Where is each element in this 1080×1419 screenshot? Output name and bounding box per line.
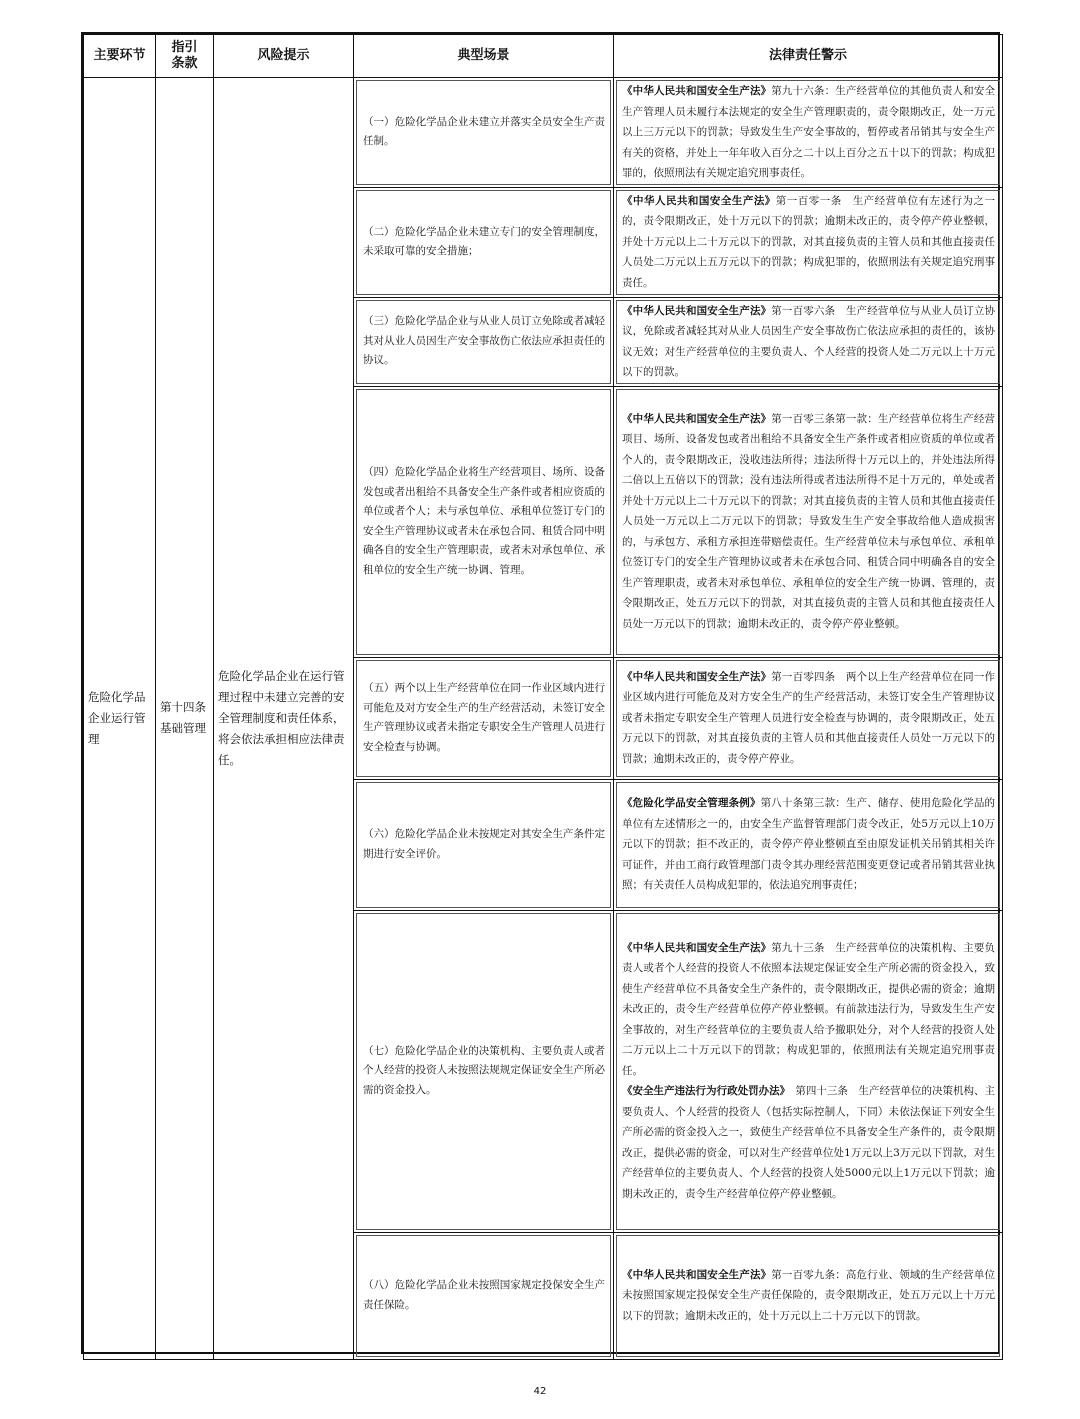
law-text: 第一百零三条第一款：生产经营单位将生产经营项目、场所、设备发包或者出租给不具备安全生产条件或者相应资质的单位或者个人的，责令限期改正，没收违法所得；违法所得十万元以上的，并处违法所得二倍以上五倍以下的罚款；没有违法所得或者违法所得不足十万元的，单处或者并处十万元以上二十万元以下的罚款；对其直接负责的主管人员和其他直接责任人员处一万元以上二万元以下的罚款；导致发生生产安全事故给他人造成损害的，与承包方、承租方承担连带赔偿责任。生产经营单位未与承包单位、承租单位签订专门的安全生产管理协议或者未在承包合同、租赁合同中明确各自的安全生产管理职责，或者未对承包单位、承租单位的安全生产统一协调、管理的，责令限期改正，处五万元以下的罚款，对其直接负责的主管人员和其他直接责任人员处一万元以下的罚款；逾期未改正的，责令停产停业整顿。 [622,412,996,630]
document-table-frame [81,32,1000,1354]
legal-warning-box [616,660,1000,777]
scenario-text: （三）危险化学品企业与从业人员订立免除或者减轻其对从业人员因生产安全事故伤亡依法应承担责任的协议。 [363,315,605,367]
legal-warning-text [622,938,995,1205]
legal-warning-box [616,782,1000,908]
legal-warning-text [622,1265,995,1327]
legal-warning-text [622,81,995,184]
law-name: 《危险化学品安全管理条例》 [622,797,761,810]
stage-cell [84,78,156,1360]
clause-cell [156,78,214,1360]
risk-cell-text: 危险化学品企业在运行管理过程中未建立完善的安全管理制度和责任体系，将会依法承担相应法律责任。 [218,668,345,767]
legal-warning-text [622,409,995,635]
scenario-cell [354,779,614,910]
scenario-text: （二）危险化学品企业未建立专门的安全管理制度，未采取可靠的安全措施； [363,225,605,257]
legal-warning-cell [614,386,1003,657]
law-text: 第九十六条：生产经营单位的其他负责人和安全生产管理人员未履行本法规定的安全生产管理职责的，责令限期改正，处一万元以上三万元以下的罚款；导致发生生产安全事故的，暂停或者吊销其与安全生产有关的资格，并处上一年年收入百分之二十以上百分之五十以下的罚款；构成犯罪的，依照刑法有关规定追究刑事责任。 [622,85,996,179]
law-name: 《中华人民共和国安全生产法》 [622,194,776,207]
table-row [84,78,1003,188]
law-text: 第九十三条 生产经营单位的决策机构、主要负责人或者个人经营的投资人不依照本法规定保证安全生产所必需的资金投入，致使生产经营单位不具备安全生产条件的，责令限期改正，提供必需的资金；逾期未改正的，责令生产经营单位停产停业整顿。有前款违法行为，导致发生生产安全事故的，对生产经营单位的主要负责人给予撤职处分，对个人经营的投资人处二万元以上二十万元以下的罚款；构成犯罪的，依照刑法有关规定追究刑事责任。 [622,941,996,1077]
law-name: 《中华人民共和国安全生产法》 [622,1268,772,1281]
legal-warning-box [616,80,1000,185]
clause-cell-text: 第十四条基础管理 [160,700,206,736]
legal-warning-box [616,1235,1000,1357]
legal-warning-box [616,913,1000,1230]
scenario-box [356,1235,611,1357]
scenario-box [356,80,611,185]
law-name: 《中华人民共和国安全生产法》 [622,941,772,954]
legal-warning-cell [614,779,1003,910]
law-paragraph [622,301,995,383]
table-body [84,78,1003,1360]
law-name: 《中华人民共和国安全生产法》 [622,412,772,425]
legal-warning-cell [614,910,1003,1232]
scenario-box [356,300,611,384]
law-paragraph [622,81,995,184]
scenario-text: （八）危险化学品企业未按照国家规定投保安全生产责任保险。 [363,1279,605,1311]
scenario-text: （一）危险化学品企业未建立并落实全员安全生产责任制。 [363,115,605,148]
scenario-box [356,660,611,777]
page-number: 42 [533,1386,547,1397]
law-name: 《中华人民共和国安全生产法》 [622,304,772,317]
header-clause [156,35,214,78]
scenario-box [356,782,611,908]
law-paragraph [622,667,995,770]
scenario-cell [354,386,614,657]
scenario-cell [354,187,614,297]
scenario-text: （六）危险化学品企业未按规定对其安全生产条件定期进行安全评价。 [363,828,605,860]
legal-warning-cell [614,78,1003,188]
header-law: 法律责任警示 [614,35,1003,78]
header-stage: 主要环节 [84,35,156,78]
law-name: 《中华人民共和国安全生产法》 [622,85,772,97]
legal-warning-cell [614,187,1003,297]
legal-warning-text [622,667,995,770]
table-header-row [84,35,1003,78]
scenario-box [356,389,611,655]
legal-warning-text [622,793,995,896]
law-paragraph [622,409,995,635]
legal-warning-cell [614,297,1003,386]
scenario-text: （五）两个以上生产经营单位在同一作业区域内进行可能危及对方安全生产的生产经营活动，未签订安全生产管理协议或者未指定专职安全生产管理人员进行安全检查与协调。 [363,682,605,753]
header-clause-text: 指引条款 [171,40,198,71]
law-text: 第四十三条 生产经营单位的决策机构、主要负责人、个人经营的投资人（包括实际控制人，下同）未依法保证下列安全生产所必需的资金投入之一，致使生产经营单位不具备安全生产条件的，责令限期改正，提供必需的资金，可以对生产经营单位处1万元以上3万元以下罚款，对生产经营单位的主要负责人、个人经营的投资人处5000元以上1万元以下罚款；逾期未改正的，责令生产经营单位停产停业整顿。 [622,1085,996,1200]
scenario-cell [354,910,614,1232]
header-scene: 典型场景 [354,35,614,78]
law-name: 《中华人民共和国安全生产法》 [622,670,772,683]
legal-warning-box [616,389,1000,655]
law-paragraph [622,191,995,294]
scenario-cell [354,78,614,188]
legal-warning-cell [614,1232,1003,1359]
law-text: 第八十条第三款：生产、储存、使用危险化学品的单位有左述情形之一的，由安全生产监督管理部门责令改正，处5万元以上10万元以下的罚款；拒不改正的，责令停产停业整顿直至由原发证机关吊销其相关许可证件，并由工商行政管理部门责令其办理经营范围变更登记或者吊销其营业执照；有关责任人员构成犯罪的，依法追究刑事责任； [622,797,996,892]
risk-cell [214,78,354,1360]
law-paragraph [622,1265,995,1327]
scenario-text: （七）危险化学品企业的决策机构、主要负责人或者个人经营的投资人未按照法规规定保证安全生产所必需的资金投入。 [363,1044,605,1096]
legal-warning-text [622,301,995,383]
legal-warning-box [616,190,1000,295]
law-name: 《安全生产违法行为行政处罚办法》 [622,1085,785,1098]
header-risk: 风险提示 [214,35,354,78]
law-text: 第一百零一条 生产经营单位有左述行为之一的，责令限期改正，处十万元以下的罚款；逾期未改正的，责令停产停业整顿，并处十万元以上二十万元以下的罚款，对其直接负责的主管人员和其他直接责任人员处二万元以上五万元以下的罚款；构成犯罪的，依照刑法有关规定追究刑事责任。 [622,194,996,289]
legal-warning-text [622,191,995,294]
law-paragraph [622,793,995,896]
scenario-text: （四）危险化学品企业将生产经营项目、场所、设备发包或者出租给不具备安全生产条件或者相应资质的单位或者个人；未与承包单位、承租单位签订专门的安全生产管理协议或者未在承包合同、租赁合同中明确各自的安全生产管理职责，或者未对承包单位、承租单位的安全生产统一协调、管理。 [363,466,605,576]
risk-guidance-table [83,34,1003,1360]
stage-cell-text: 危险化学品企业运行管理 [88,689,146,746]
scenario-cell [354,657,614,779]
scenario-cell [354,297,614,386]
law-paragraph [622,1081,995,1204]
law-text: 第一百零九条：高危行业、领域的生产经营单位未按照国家规定投保安全生产责任保险的，责令限期改正，处五万元以上十万元以下的罚款；逾期未改正的，处十万元以上二十万元以下的罚款。 [622,1268,996,1322]
legal-warning-cell [614,657,1003,779]
law-text: 第一百零四条 两个以上生产经营单位在同一作业区域内进行可能危及对方安全生产的生产经营活动，未签订安全生产管理协议或者未指定专职安全生产管理人员进行安全检查与协调的，责令限期改正，处五万元以下的罚款，对其直接负责的主管人员和其他直接责任人员处一万元以下的罚款；逾期未改正的，责令停产停业。 [622,670,996,765]
law-paragraph [622,938,995,1082]
law-text: 第一百零六条 生产经营单位与从业人员订立协议，免除或者减轻其对从业人员因生产安全事故伤亡依法应承担的责任的，该协议无效；对生产经营单位的主要负责人、个人经营的投资人处二万元以上十万元以下的罚款。 [622,304,996,378]
scenario-box [356,913,611,1230]
legal-warning-box [616,300,1000,384]
scenario-box [356,190,611,295]
scenario-cell [354,1232,614,1359]
